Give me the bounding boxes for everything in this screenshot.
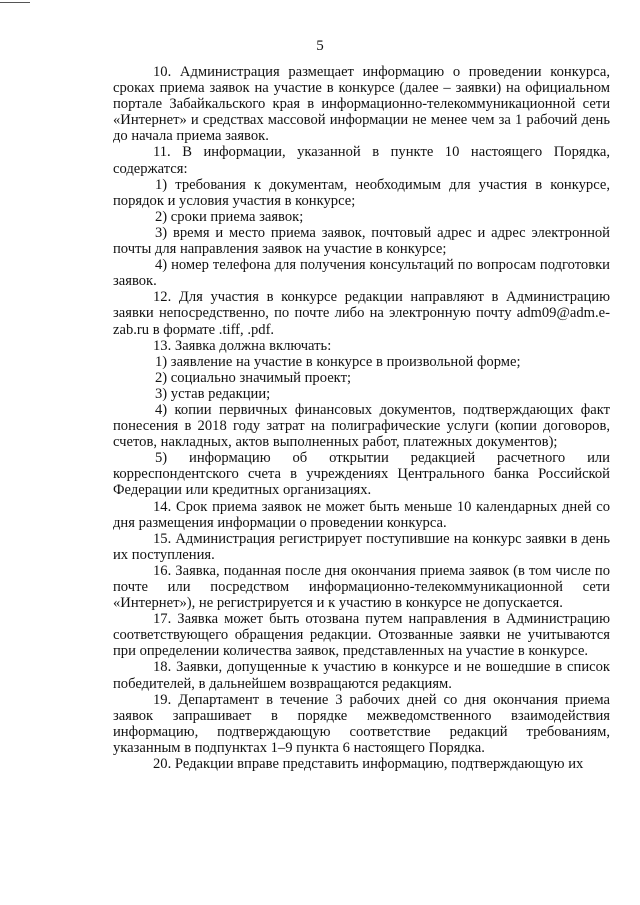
list-item-11-2: 2) сроки приема заявок;: [155, 208, 304, 225]
list-item-13-4: 4) копии первичных финансовых документов, подтверждающих факт понесения в 2018 году затрат на полиграфические услуги (копии договоров, счетов, накладных, актов выполненных работ, платежных документов);: [113, 401, 610, 451]
page-number: 5: [316, 38, 324, 54]
list-item-13-5: 5) информацию об открытии редакцией расчетного или корреспондентского счета в учреждениях Центрального банка Российской Федерации или кредитных организациях.: [113, 450, 610, 499]
paragraph-11: 11. В информации, указанной в пункте 10 настоящего Порядка, содержатся:: [113, 144, 610, 177]
list-item-11-3: 3) время и место приема заявок, почтовый адрес и адрес электронной почты для направления заявок на участие в конкурсе;: [113, 224, 610, 258]
paragraph-10: 10. Администрация размещает информацию о проведении конкурса, сроках приема заявок на участие в конкурсе (далее – заявки) на официальном портале Забайкальского края в информационно-телекоммуникационной сети «Интернет» и средствах массовой информации не менее чем за 1 рабочий день до начала приема заявок.: [113, 64, 610, 145]
paragraph-12: 12. Для участия в конкурсе редакции направляют в Администрацию заявки непосредственно, по почте либо на электронную почту adm09@adm.e-zab.ru в формате .tiff, .pdf.: [113, 289, 610, 338]
list-item-13-3: 3) устав редакции;: [155, 385, 271, 402]
paragraph-19: 19. Департамент в течение 3 рабочих дней со дня окончания приема заявок запрашивает в порядке межведомственного взаимодействия информацию, подтверждающую соответствие редакций требованиям, указанным в подпунктах 1–9 пункта 6 настоящего Порядка.: [113, 691, 610, 756]
document-body[interactable]: [113, 64, 610, 772]
paragraph-16: 16. Заявка, поданная после дня окончания приема заявок (в том числе по почте или посредством информационно-телекоммуникационной сети «Интернет»), не регистрируется и к участию в конкурсе не допускается.: [113, 562, 610, 612]
paragraph-18: 18. Заявки, допущенные к участию в конкурсе и не вошедшие в список победителей, в дальнейшем возвращаются редакциям.: [113, 659, 610, 692]
list-item-13-2: 2) социально значимый проект;: [155, 369, 352, 386]
list-item-11-1: 1) требования к документам, необходимым для участия в конкурсе, порядок и условия участия в конкурсе;: [113, 176, 610, 209]
scan-edge-mark: [0, 2, 30, 3]
paragraph-14: 14. Срок приема заявок не может быть меньше 10 календарных дней со дня размещения информации о проведении конкурса.: [113, 498, 610, 531]
paragraph-13: 13. Заявка должна включать:: [153, 337, 332, 354]
paragraph-15: 15. Администрация регистрирует поступившие на конкурс заявки в день их поступления.: [113, 530, 610, 563]
list-item-11-4: 4) номер телефона для получения консультаций по вопросам подготовки заявок.: [113, 257, 610, 290]
paragraph-20: 20. Редакции вправе представить информацию, подтверждающую их: [153, 756, 584, 773]
list-item-13-1: 1) заявление на участие в конкурсе в произвольной форме;: [155, 353, 521, 370]
paragraph-17: 17. Заявка может быть отозвана путем направления в Администрацию соответствующего обращения редакции. Отозванные заявки не учитываются при определении количества заявок, представленных на участие в конкурсе.: [113, 611, 610, 660]
